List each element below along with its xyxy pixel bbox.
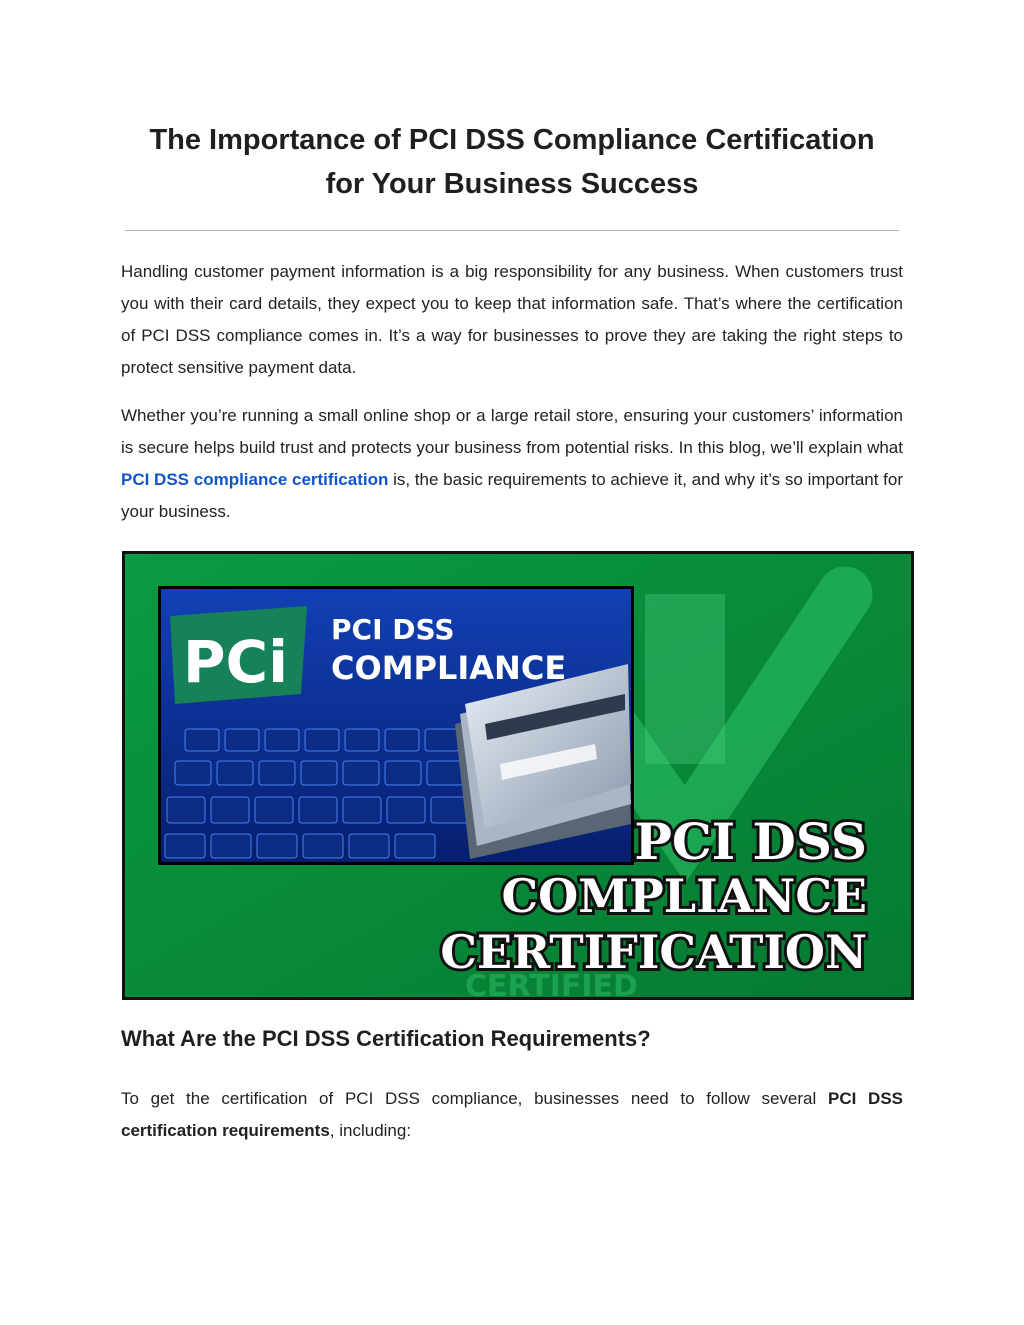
- inner-photo-panel: [158, 586, 634, 865]
- watermark-text: CERTIFIED: [465, 969, 638, 997]
- intro-p2-text-end: is, the basic requirements to achieve it, and why it’s so important for your business.: [121, 470, 904, 521]
- pci-logo: [170, 606, 307, 704]
- section-bold-term: PCI DSS certification requirements: [121, 1089, 903, 1140]
- title-line-1: The Importance of PCI DSS Compliance Certification: [149, 124, 875, 156]
- watermark-block: [645, 594, 725, 764]
- hero-headline-line-1: PCI DSS: [634, 812, 867, 871]
- intro-p2-text-start: Whether you’re running a small online shop or a large retail store, ensuring your customers’ information is secure helps build trust and protects your business from potential risks. In this blog, we’ll explain what: [121, 406, 903, 457]
- inner-heading-line-1: PCI DSS: [331, 613, 455, 646]
- pci-dss-certification-link[interactable]: PCI DSS compliance certification: [121, 470, 389, 489]
- hero-image: [122, 551, 914, 1000]
- section-text-end: , including:: [329, 1121, 412, 1140]
- title-divider: [125, 230, 899, 231]
- hero-illustration: [125, 554, 911, 997]
- pci-logo-text: PCi: [183, 628, 288, 696]
- intro-paragraph-1: Handling customer payment information is a big responsibility for any business. When customers trust you with their card details, they expect you to keep that information safe. That’s where the certification of PCI DSS compliance comes in. It’s a way for businesses to prove they are taking the right steps to protect sensitive payment data.: [121, 262, 903, 377]
- page-title: [100, 118, 924, 206]
- section-paragraph: [121, 1083, 903, 1147]
- section-text-start: To get the certification of PCI DSS compliance, businesses need to follow several: [121, 1089, 828, 1108]
- hero-headline-line-2: COMPLIANCE: [501, 869, 867, 923]
- title-line-2: for Your Business Success: [325, 168, 699, 200]
- intro-paragraph-2: [121, 400, 903, 528]
- section-heading: What Are the PCI DSS Certification Requirements?: [121, 1026, 651, 1051]
- inner-heading-line-2: COMPLIANCE: [331, 649, 567, 687]
- hero-headline-line-3: CERTIFICATION: [440, 925, 867, 979]
